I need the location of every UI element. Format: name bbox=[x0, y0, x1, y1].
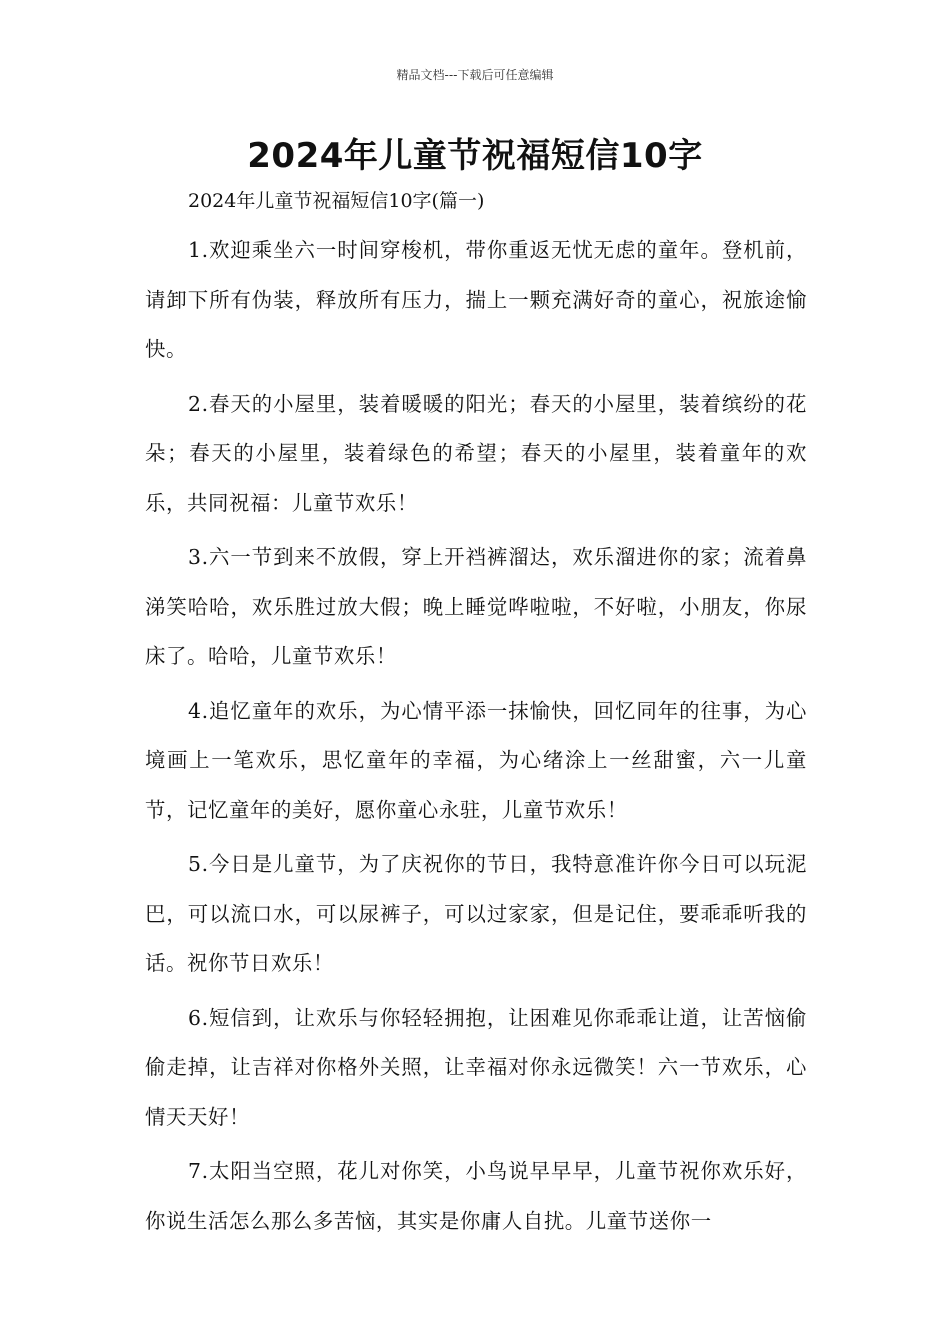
paragraph-4: 4.追忆童年的欢乐，为心情平添一抹愉快，回忆同年的往事，为心境画上一笔欢乐，思忆童年的幸福，为心绪涂上一丝甜蜜，六一儿童节，记忆童年的美好，愿你童心永驻，儿童节欢乐！ bbox=[145, 698, 807, 822]
document-title: 2024年儿童节祝福短信10字 bbox=[247, 136, 703, 176]
paragraph-6: 6.短信到，让欢乐与你轻轻拥抱，让困难见你乖乖让道，让苦恼偷偷走掉，让吉祥对你格外关照，让幸福对你永远微笑！六一节欢乐，心情天天好！ bbox=[145, 1005, 807, 1129]
paragraph-1: 1.欢迎乘坐六一时间穿梭机，带你重返无忧无虑的童年。登机前，请卸下所有伪装，释放所有压力，揣上一颗充满好奇的童心，祝旅途愉快。 bbox=[145, 238, 807, 361]
paragraph-7: 7.太阳当空照，花儿对你笑，小鸟说早早早，儿童节祝你欢乐好，你说生活怎么那么多苦恼，其实是你庸人自扰。儿童节送你一 bbox=[145, 1159, 807, 1233]
page-header-note: 精品文档---下载后可任意编辑 bbox=[396, 68, 554, 82]
paragraph-2: 2.春天的小屋里，装着暖暖的阳光；春天的小屋里，装着缤纷的花朵；春天的小屋里，装着绿色的希望；春天的小屋里，装着童年的欢乐，共同祝福：儿童节欢乐！ bbox=[145, 391, 807, 515]
paragraph-3: 3.六一节到来不放假，穿上开裆裤溜达，欢乐溜进你的家；流着鼻涕笑哈哈，欢乐胜过放大假；晚上睡觉哗啦啦，不好啦，小朋友，你尿床了。哈哈，儿童节欢乐！ bbox=[145, 545, 807, 668]
document-body bbox=[145, 226, 807, 1251]
document-subtitle: 2024年儿童节祝福短信10字(篇一) bbox=[188, 190, 485, 212]
paragraph-5: 5.今日是儿童节，为了庆祝你的节日，我特意准许你今日可以玩泥巴，可以流口水，可以尿裤子，可以过家家，但是记住，要乖乖听我的话。祝你节日欢乐！ bbox=[145, 852, 807, 975]
